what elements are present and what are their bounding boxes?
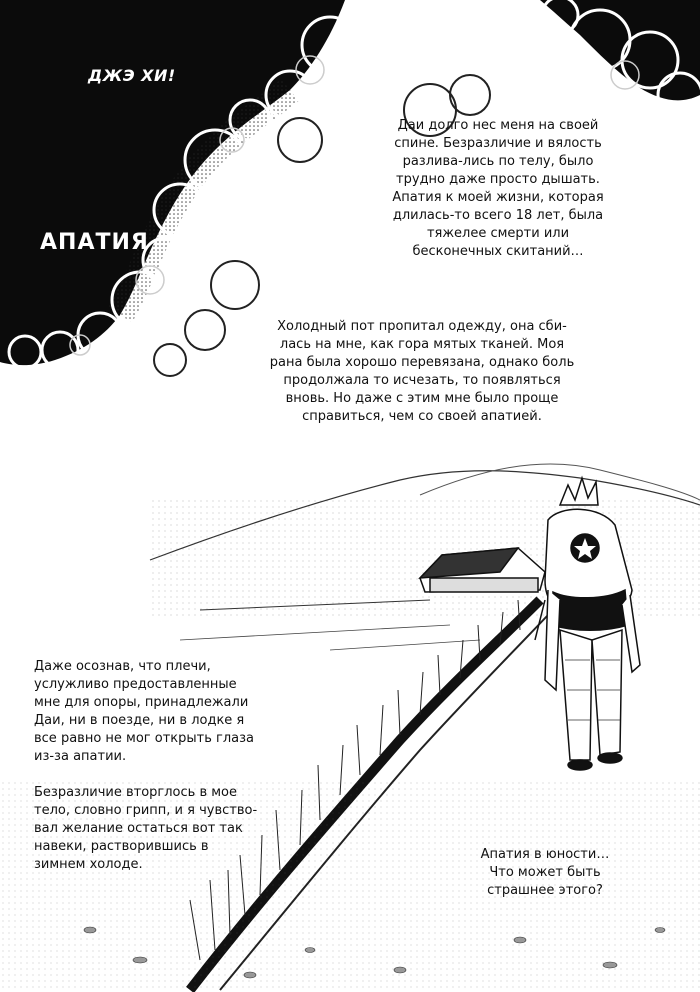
caption-shoulders-paragraph-1: Даже осознав, что плечи, услужливо предоставленные мне для опоры, принадлежали Даи, ни в поезде, ни в лодке я все равно не мог открыть глаза из-за апатии. bbox=[34, 659, 255, 764]
caption-apathy-youth: Апатия в юности… Что может быть страшнее этого? bbox=[480, 847, 610, 898]
caption-carried-on-back: Даи долго нес меня на своей спине. Безразличие и вялость разлива-лись по телу, было трудно даже просто дышать. Апатия к моей жизни, которая длилась-то всего 18 лет, была тяжелее смерти или бесконечных скитаний… bbox=[392, 118, 604, 259]
caption-shoulders-paragraph-2: Безразличие вторглось в мое тело, словно грипп, и я чувство-вал желание остаться вот так навеки, растворившись в зимнем холоде. bbox=[34, 785, 258, 872]
caption-cold-sweat: Холодный пот пропитал одежду, она сби-лась на мне, как гора мятых тканей. Моя рана была хорошо перевязана, однако боль продолжала то исчезать, то появляться вновь. Но даже с этим мне было проще справиться, чем со своей апатией. bbox=[269, 319, 575, 424]
caption-shoulders bbox=[34, 658, 262, 874]
sfx-name-call: ДЖЭ ХИ! bbox=[88, 66, 176, 85]
sfx-apathy: АПАТИЯ bbox=[40, 230, 149, 255]
